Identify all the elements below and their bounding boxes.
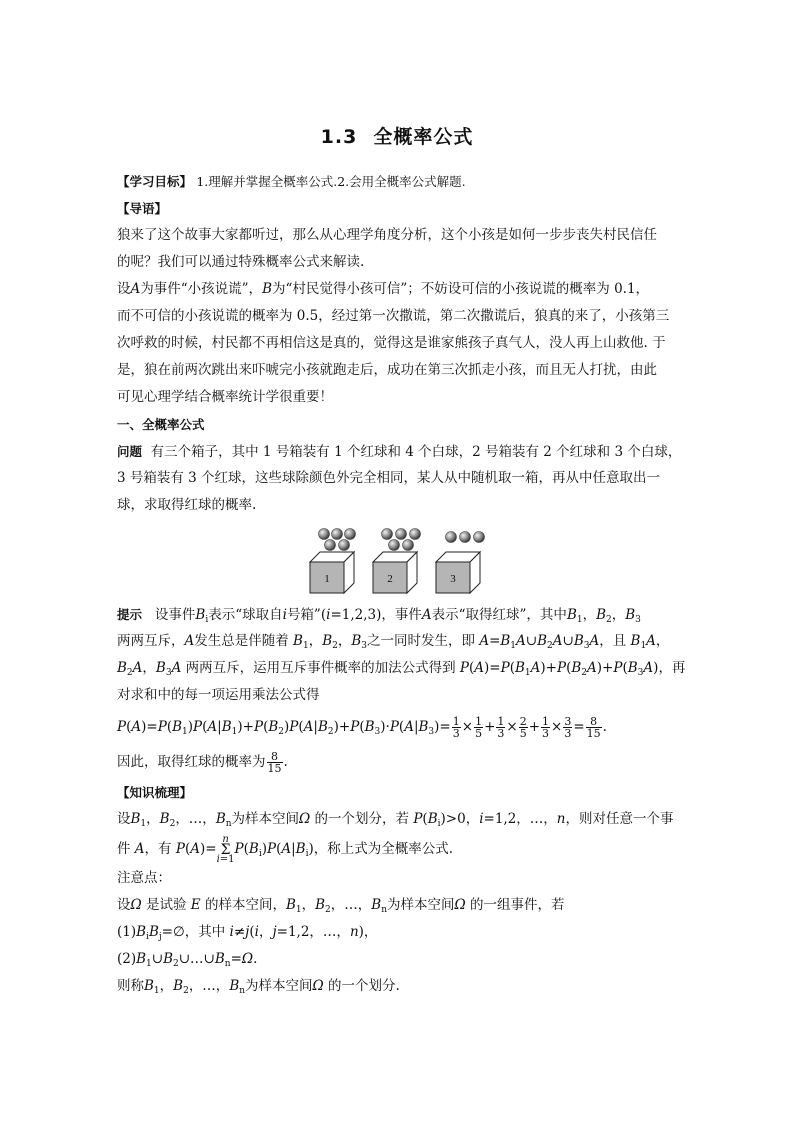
hint-paragraph: 提示 设事件$B_i$表示“球取自i号箱”(i=1,2,3)，事件A表示“取得红球”，其中$B_1$，$B_2$，$B_3$ [117,607,641,625]
knowledge-definition: 设$B_1$，$B_2$，…，$B_n$为样本空间Ω 的一个划分，若 $P(B_i)>0$，i=1,2，…，n，则对任意一个事 [117,811,674,829]
fraction: $\frac{8}{15}$ [586,715,601,740]
fraction: $\frac{8}{15}$ [267,750,282,775]
conclusion-line: 因此，取得红球的概率为 $\frac{8}{15}$ . [117,750,288,775]
objectives-label: 【学习目标】 [117,174,193,189]
boxes-figure [117,525,681,595]
box-3-label: 3 [450,573,456,585]
box-2 [373,529,421,594]
learning-objectives [117,168,681,195]
intro-paragraph-1: 狼来了这个故事大家都听过，那么从心理学角度分析，这个小孩是如何一步步丧失村民信任 [117,227,657,243]
page-title [0,122,794,149]
box-2-label: 2 [387,573,393,585]
hint-label: 提示 [117,607,143,622]
intro-label: 【导语】 [117,201,168,216]
problem-statement: 问题 有三个箱子，其中 1 号箱装有 1 个红球和 4 个白球，2 号箱装有 2 个红球和 3 个白球， [117,444,682,460]
fraction: $\frac{1}{3}$ [452,715,460,740]
fraction: $\frac{3}{3}$ [564,715,572,740]
fraction: $\frac{1}{3}$ [497,715,505,740]
title-text: 全概率公式 [373,126,474,148]
total-probability-computation: $P(A)=P(B_1)P(A|B_1)+P(B_2)P(A|B_2)+P(B_3)\cdot P(A|B_3)=$ $\frac{1}{3}$ × $\frac{1}{5}$ + $\frac{1}{3}$ × $\frac{2}{5}$ + $\frac{1}{3}$ × $\frac{3}{3}$ = $\frac{8}{15}$ . [117,715,607,740]
box-3 [436,532,485,594]
box-1-label: 1 [324,573,330,585]
objectives-text: 1.理解并掌握全概率公式.2.会用全概率公式解题. [196,174,466,189]
fraction: $\frac{2}{5}$ [519,715,527,740]
fraction: $\frac{1}{5}$ [475,715,483,740]
knowledge-label: 【知识梳理】 [117,785,193,800]
intro-paragraph-2: 设A为事件“小孩说谎”，B为“村民觉得小孩可信”；不妨设可信的小孩说谎的概率为 0.1， [117,281,650,297]
section-heading: 一、全概率公式 [117,417,205,432]
notes-label: 注意点： [117,870,171,886]
content-body: 【学习目标】 1.理解并掌握全概率公式.2.会用全概率公式解题. 【导语】 狼来了这个故事大家都听过，那么从心理学角度分析，这个小孩是如何一步步丧失村民信任 的呢？我们可以通过特殊概率公式来解读. 设A为事件“小孩说谎”，B为“村民觉得小孩可信”；不妨设可信的小孩说谎的概率为 0.1， 而不可信的小孩说谎的概率为 0.5，经过第一次撒谎，第二次撒谎后，狼真的来了，小孩第三 次呼救的时候，村民都不再相信这是真的，觉得这是谁家熊孩子真气人，没人再上山救他. 于 是，狼在前两次跳出来吓唬完小孩就跑走后，成功在第三次抓走小孩，而且无人打扰，由此 可见心理学结合概率统计学很重要！ 一、全概率公式 问题 有三个箱子，其中 1 号箱装有 1 个红球和 4 个白球，2 号箱装有 2 个红球和 3 个白球， 3 号箱装有 3 个红球，这些球除颜色外完全相同，某人从中随机取一箱，再从中任意取出一 球，求取得红球的概率. 1 2 3 提示 设事件$B_i$表示“球取自i号箱”(i=1,2,3)，事件A表示“取得红球”，其中$B_1$，$B_2$，$B_3$ 两两互斥，A发生总是伴随着 $B_1$，$B_2$，$B_3$之一同时发生，即 $A=B_1A\cup B_2A\cup B_3A$，且 $B_1A$， $B_2A$，$B_3A$ 两两互斥，运用互斥事件概率的加法公式得到 $P(A)=P(B_1A)+P(B_2A)+P(B_3A)$，再 对求和中的每一项运用乘法公式得 $P(A)=P(B_1)P(A|B_1)+P(B_2)P(A|B_2)+P(B_3)\cdot P(A|B_3)=$ $\frac{1}{3}$ × $\frac{1}{5}$ + $\frac{1}{3}$ × $\frac{2}{5}$ + $\frac{1}{3}$ × $\frac{3}{3}$ = $\frac{8}{15}$ . 因此，取得红球的概率为 $\frac{8}{15}$ . 【知识梳理】 设$B_1$，$B_2$，…，$B_n$为样本空间Ω 的一个划分，若 $P(B_i)>0$，i=1,2，…，n，则对任意一个事 件 A，有 P(A)=n Σ $i=1P(B_i)P(A|B_i)$，称上式为全概率公式. 注意点： 设Ω 是试验 E 的样本空间，$B_1$，$B_2$，…，$B_n$为样本空间Ω 的一组事件，若 $(1)B_iB_j=\emptyset$，其中 i≠j(i，j=1,2，…，n)， $(2)B_1\cup B_2\cup\dots\cup B_n=\Omega$. 则称$B_1$，$B_2$，…，$B_n$为样本空间Ω 的一个划分. [117,168,681,1000]
knowledge-label-row [117,779,681,806]
note-4: 则称$B_1$，$B_2$，…，$B_n$为样本空间Ω 的一个划分. [117,978,400,996]
fraction: $\frac{1}{3}$ [542,715,549,740]
boxes-illustration [117,525,681,595]
note-2: $(1)B_iB_j=\emptyset$，其中 i≠j(i，j=1,2，…，n)， [117,924,378,942]
total-probability-formula: 件 A，有 P(A)=n Σ $i=1P(B_i)P(A|B_i)$，称上式为全概率公式. [117,833,454,865]
summation-symbol: n Σ i=1 [216,833,235,865]
problem-label: 问题 [117,444,143,459]
note-3: $(2)B_1\cup B_2\cup\dots\cup B_n=\Omega$. [117,951,258,969]
intro-label-row [117,195,681,222]
title-number: 1.3 [320,126,358,148]
box-1 [310,529,356,594]
note-1: 设Ω 是试验 E 的样本空间，$B_1$，$B_2$，…，$B_n$为样本空间Ω 的一组事件，若 [117,897,565,915]
